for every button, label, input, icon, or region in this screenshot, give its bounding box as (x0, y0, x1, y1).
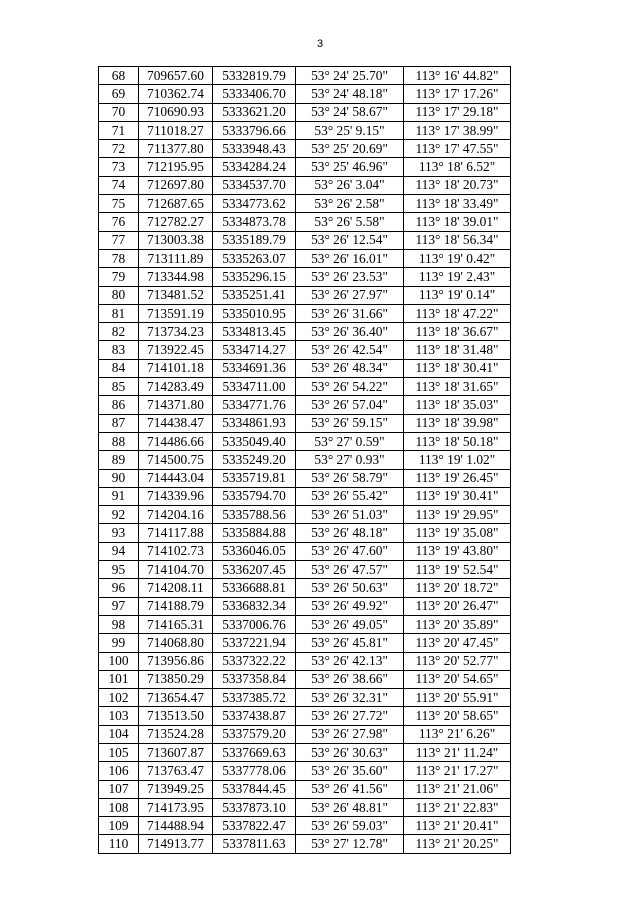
longitude-cell: 113° 20' 18.72" (404, 579, 511, 597)
northing-cell: 5337358.84 (213, 670, 296, 688)
longitude-cell: 113° 18' 39.01" (404, 213, 511, 231)
northing-cell: 5337579.20 (213, 725, 296, 743)
northing-cell: 5332819.79 (213, 67, 296, 85)
easting-cell: 711018.27 (139, 121, 213, 139)
point-number-cell: 88 (99, 432, 139, 450)
point-number-cell: 89 (99, 451, 139, 469)
northing-cell: 5337844.45 (213, 780, 296, 798)
longitude-cell: 113° 20' 58.65" (404, 707, 511, 725)
table-row (99, 780, 511, 798)
northing-cell: 5336046.05 (213, 542, 296, 560)
point-number-cell: 87 (99, 414, 139, 432)
longitude-cell: 113° 20' 54.65" (404, 670, 511, 688)
latitude-cell: 53° 26' 54.22" (296, 378, 404, 396)
point-number-cell: 85 (99, 378, 139, 396)
point-number-cell: 96 (99, 579, 139, 597)
point-number-cell: 100 (99, 652, 139, 670)
longitude-cell: 113° 20' 55.91" (404, 689, 511, 707)
point-number-cell: 78 (99, 249, 139, 267)
northing-cell: 5335719.81 (213, 469, 296, 487)
point-number-cell: 105 (99, 743, 139, 761)
easting-cell: 713481.52 (139, 286, 213, 304)
easting-cell: 713513.50 (139, 707, 213, 725)
table-row (99, 378, 511, 396)
coordinates-table (98, 66, 511, 854)
latitude-cell: 53° 26' 38.66" (296, 670, 404, 688)
easting-cell: 710362.74 (139, 85, 213, 103)
point-number-cell: 75 (99, 195, 139, 213)
easting-cell: 713956.86 (139, 652, 213, 670)
point-number-cell: 72 (99, 140, 139, 158)
easting-cell: 714204.16 (139, 506, 213, 524)
latitude-cell: 53° 26' 49.92" (296, 597, 404, 615)
northing-cell: 5335049.40 (213, 432, 296, 450)
latitude-cell: 53° 25' 9.15" (296, 121, 404, 139)
table-row (99, 634, 511, 652)
longitude-cell: 113° 20' 52.77" (404, 652, 511, 670)
latitude-cell: 53° 26' 35.60" (296, 762, 404, 780)
easting-cell: 714283.49 (139, 378, 213, 396)
table-row (99, 158, 511, 176)
easting-cell: 714188.79 (139, 597, 213, 615)
northing-cell: 5333948.43 (213, 140, 296, 158)
northing-cell: 5334537.70 (213, 176, 296, 194)
point-number-cell: 94 (99, 542, 139, 560)
table-row (99, 268, 511, 286)
point-number-cell: 83 (99, 341, 139, 359)
easting-cell: 714443.04 (139, 469, 213, 487)
latitude-cell: 53° 26' 51.03" (296, 506, 404, 524)
table-row (99, 140, 511, 158)
table-row (99, 542, 511, 560)
latitude-cell: 53° 26' 48.81" (296, 798, 404, 816)
point-number-cell: 102 (99, 689, 139, 707)
point-number-cell: 70 (99, 103, 139, 121)
table-row (99, 231, 511, 249)
table-row (99, 249, 511, 267)
northing-cell: 5335296.15 (213, 268, 296, 286)
northing-cell: 5337873.10 (213, 798, 296, 816)
northing-cell: 5337669.63 (213, 743, 296, 761)
longitude-cell: 113° 19' 52.54" (404, 561, 511, 579)
easting-cell: 714102.73 (139, 542, 213, 560)
northing-cell: 5334861.93 (213, 414, 296, 432)
table-row (99, 451, 511, 469)
latitude-cell: 53° 24' 48.18" (296, 85, 404, 103)
point-number-cell: 90 (99, 469, 139, 487)
easting-cell: 712782.27 (139, 213, 213, 231)
point-number-cell: 99 (99, 634, 139, 652)
table-row (99, 524, 511, 542)
table-row (99, 103, 511, 121)
easting-cell: 710690.93 (139, 103, 213, 121)
northing-cell: 5336832.34 (213, 597, 296, 615)
latitude-cell: 53° 26' 57.04" (296, 396, 404, 414)
table-row (99, 414, 511, 432)
longitude-cell: 113° 18' 33.49" (404, 195, 511, 213)
table-row (99, 798, 511, 816)
longitude-cell: 113° 18' 6.52" (404, 158, 511, 176)
northing-cell: 5334284.24 (213, 158, 296, 176)
longitude-cell: 113° 21' 17.27" (404, 762, 511, 780)
latitude-cell: 53° 26' 59.03" (296, 817, 404, 835)
longitude-cell: 113° 20' 35.89" (404, 615, 511, 633)
northing-cell: 5337221.94 (213, 634, 296, 652)
easting-cell: 714500.75 (139, 451, 213, 469)
point-number-cell: 68 (99, 67, 139, 85)
point-number-cell: 109 (99, 817, 139, 835)
table-row (99, 597, 511, 615)
latitude-cell: 53° 26' 36.40" (296, 323, 404, 341)
latitude-cell: 53° 26' 41.56" (296, 780, 404, 798)
latitude-cell: 53° 26' 47.60" (296, 542, 404, 560)
point-number-cell: 101 (99, 670, 139, 688)
latitude-cell: 53° 26' 45.81" (296, 634, 404, 652)
longitude-cell: 113° 21' 21.06" (404, 780, 511, 798)
point-number-cell: 97 (99, 597, 139, 615)
easting-cell: 712195.95 (139, 158, 213, 176)
northing-cell: 5337006.76 (213, 615, 296, 633)
latitude-cell: 53° 26' 12.54" (296, 231, 404, 249)
latitude-cell: 53° 26' 42.54" (296, 341, 404, 359)
easting-cell: 714104.70 (139, 561, 213, 579)
easting-cell: 713524.28 (139, 725, 213, 743)
latitude-cell: 53° 27' 0.93" (296, 451, 404, 469)
easting-cell: 713003.38 (139, 231, 213, 249)
table-row (99, 561, 511, 579)
easting-cell: 709657.60 (139, 67, 213, 85)
latitude-cell: 53° 26' 48.34" (296, 359, 404, 377)
table-row (99, 615, 511, 633)
longitude-cell: 113° 19' 2.43" (404, 268, 511, 286)
table-row (99, 85, 511, 103)
point-number-cell: 104 (99, 725, 139, 743)
table-row (99, 817, 511, 835)
point-number-cell: 77 (99, 231, 139, 249)
northing-cell: 5335189.79 (213, 231, 296, 249)
point-number-cell: 108 (99, 798, 139, 816)
longitude-cell: 113° 18' 30.41" (404, 359, 511, 377)
table-row (99, 432, 511, 450)
northing-cell: 5336688.81 (213, 579, 296, 597)
northing-cell: 5333796.66 (213, 121, 296, 139)
point-number-cell: 106 (99, 762, 139, 780)
longitude-cell: 113° 17' 47.55" (404, 140, 511, 158)
longitude-cell: 113° 18' 31.48" (404, 341, 511, 359)
longitude-cell: 113° 19' 35.08" (404, 524, 511, 542)
point-number-cell: 76 (99, 213, 139, 231)
point-number-cell: 107 (99, 780, 139, 798)
longitude-cell: 113° 18' 35.03" (404, 396, 511, 414)
table-row (99, 396, 511, 414)
easting-cell: 713591.19 (139, 304, 213, 322)
latitude-cell: 53° 25' 20.69" (296, 140, 404, 158)
northing-cell: 5335794.70 (213, 487, 296, 505)
longitude-cell: 113° 18' 31.65" (404, 378, 511, 396)
latitude-cell: 53° 26' 55.42" (296, 487, 404, 505)
easting-cell: 714486.66 (139, 432, 213, 450)
latitude-cell: 53° 26' 31.66" (296, 304, 404, 322)
table-row (99, 652, 511, 670)
longitude-cell: 113° 21' 22.83" (404, 798, 511, 816)
northing-cell: 5335251.41 (213, 286, 296, 304)
point-number-cell: 69 (99, 85, 139, 103)
latitude-cell: 53° 27' 12.78" (296, 835, 404, 853)
easting-cell: 714438.47 (139, 414, 213, 432)
point-number-cell: 92 (99, 506, 139, 524)
longitude-cell: 113° 19' 43.80" (404, 542, 511, 560)
latitude-cell: 53° 25' 46.96" (296, 158, 404, 176)
table-row (99, 323, 511, 341)
northing-cell: 5335884.88 (213, 524, 296, 542)
longitude-cell: 113° 19' 0.42" (404, 249, 511, 267)
northing-cell: 5335788.56 (213, 506, 296, 524)
longitude-cell: 113° 21' 6.26" (404, 725, 511, 743)
longitude-cell: 113° 18' 56.34" (404, 231, 511, 249)
northing-cell: 5337438.87 (213, 707, 296, 725)
northing-cell: 5334873.78 (213, 213, 296, 231)
longitude-cell: 113° 17' 29.18" (404, 103, 511, 121)
longitude-cell: 113° 21' 20.41" (404, 817, 511, 835)
northing-cell: 5337385.72 (213, 689, 296, 707)
latitude-cell: 53° 24' 58.67" (296, 103, 404, 121)
page-number: 3 (316, 38, 324, 50)
latitude-cell: 53° 26' 49.05" (296, 615, 404, 633)
latitude-cell: 53° 27' 0.59" (296, 432, 404, 450)
table-row (99, 743, 511, 761)
latitude-cell: 53° 26' 48.18" (296, 524, 404, 542)
table-row (99, 341, 511, 359)
point-number-cell: 110 (99, 835, 139, 853)
latitude-cell: 53° 26' 50.63" (296, 579, 404, 597)
easting-cell: 713763.47 (139, 762, 213, 780)
latitude-cell: 53° 26' 16.01" (296, 249, 404, 267)
northing-cell: 5334813.45 (213, 323, 296, 341)
easting-cell: 713607.87 (139, 743, 213, 761)
coordinates-table-body (99, 67, 511, 854)
point-number-cell: 103 (99, 707, 139, 725)
northing-cell: 5337822.47 (213, 817, 296, 835)
easting-cell: 712687.65 (139, 195, 213, 213)
northing-cell: 5337811.63 (213, 835, 296, 853)
latitude-cell: 53° 26' 47.57" (296, 561, 404, 579)
point-number-cell: 80 (99, 286, 139, 304)
easting-cell: 713949.25 (139, 780, 213, 798)
easting-cell: 714165.31 (139, 615, 213, 633)
table-row (99, 121, 511, 139)
northing-cell: 5334773.62 (213, 195, 296, 213)
latitude-cell: 53° 26' 59.15" (296, 414, 404, 432)
point-number-cell: 82 (99, 323, 139, 341)
table-row (99, 359, 511, 377)
longitude-cell: 113° 21' 20.25" (404, 835, 511, 853)
northing-cell: 5334714.27 (213, 341, 296, 359)
longitude-cell: 113° 20' 47.45" (404, 634, 511, 652)
latitude-cell: 53° 26' 27.98" (296, 725, 404, 743)
point-number-cell: 84 (99, 359, 139, 377)
longitude-cell: 113° 18' 39.98" (404, 414, 511, 432)
table-row (99, 195, 511, 213)
northing-cell: 5334711.00 (213, 378, 296, 396)
table-row (99, 304, 511, 322)
northing-cell: 5335010.95 (213, 304, 296, 322)
easting-cell: 714101.18 (139, 359, 213, 377)
northing-cell: 5333406.70 (213, 85, 296, 103)
easting-cell: 714117.88 (139, 524, 213, 542)
latitude-cell: 53° 26' 23.53" (296, 268, 404, 286)
northing-cell: 5336207.45 (213, 561, 296, 579)
easting-cell: 713734.23 (139, 323, 213, 341)
longitude-cell: 113° 19' 30.41" (404, 487, 511, 505)
longitude-cell: 113° 20' 26.47" (404, 597, 511, 615)
table-row (99, 469, 511, 487)
longitude-cell: 113° 19' 1.02" (404, 451, 511, 469)
point-number-cell: 93 (99, 524, 139, 542)
latitude-cell: 53° 26' 3.04" (296, 176, 404, 194)
longitude-cell: 113° 19' 29.95" (404, 506, 511, 524)
easting-cell: 714173.95 (139, 798, 213, 816)
point-number-cell: 73 (99, 158, 139, 176)
northing-cell: 5335263.07 (213, 249, 296, 267)
longitude-cell: 113° 18' 20.73" (404, 176, 511, 194)
table-row (99, 286, 511, 304)
table-row (99, 762, 511, 780)
easting-cell: 714913.77 (139, 835, 213, 853)
latitude-cell: 53° 26' 2.58" (296, 195, 404, 213)
easting-cell: 713344.98 (139, 268, 213, 286)
point-number-cell: 95 (99, 561, 139, 579)
northing-cell: 5333621.20 (213, 103, 296, 121)
point-number-cell: 98 (99, 615, 139, 633)
latitude-cell: 53° 26' 42.13" (296, 652, 404, 670)
northing-cell: 5337322.22 (213, 652, 296, 670)
easting-cell: 711377.80 (139, 140, 213, 158)
latitude-cell: 53° 26' 27.72" (296, 707, 404, 725)
easting-cell: 713654.47 (139, 689, 213, 707)
latitude-cell: 53° 26' 30.63" (296, 743, 404, 761)
point-number-cell: 81 (99, 304, 139, 322)
easting-cell: 712697.80 (139, 176, 213, 194)
easting-cell: 714208.11 (139, 579, 213, 597)
table-row (99, 707, 511, 725)
northing-cell: 5335249.20 (213, 451, 296, 469)
easting-cell: 713111.89 (139, 249, 213, 267)
point-number-cell: 71 (99, 121, 139, 139)
easting-cell: 714339.96 (139, 487, 213, 505)
easting-cell: 713850.29 (139, 670, 213, 688)
longitude-cell: 113° 18' 50.18" (404, 432, 511, 450)
latitude-cell: 53° 26' 58.79" (296, 469, 404, 487)
longitude-cell: 113° 17' 17.26" (404, 85, 511, 103)
table-row (99, 487, 511, 505)
longitude-cell: 113° 21' 11.24" (404, 743, 511, 761)
latitude-cell: 53° 26' 5.58" (296, 213, 404, 231)
easting-cell: 714371.80 (139, 396, 213, 414)
point-number-cell: 79 (99, 268, 139, 286)
table-row (99, 579, 511, 597)
northing-cell: 5334691.36 (213, 359, 296, 377)
northing-cell: 5334771.76 (213, 396, 296, 414)
table-row (99, 67, 511, 85)
point-number-cell: 74 (99, 176, 139, 194)
latitude-cell: 53° 24' 25.70" (296, 67, 404, 85)
point-number-cell: 91 (99, 487, 139, 505)
table-row (99, 670, 511, 688)
easting-cell: 713922.45 (139, 341, 213, 359)
longitude-cell: 113° 19' 0.14" (404, 286, 511, 304)
table-row (99, 213, 511, 231)
table-row (99, 835, 511, 853)
table-row (99, 506, 511, 524)
table-row (99, 725, 511, 743)
longitude-cell: 113° 16' 44.82" (404, 67, 511, 85)
longitude-cell: 113° 17' 38.99" (404, 121, 511, 139)
table-row (99, 176, 511, 194)
easting-cell: 714068.80 (139, 634, 213, 652)
longitude-cell: 113° 18' 47.22" (404, 304, 511, 322)
longitude-cell: 113° 18' 36.67" (404, 323, 511, 341)
point-number-cell: 86 (99, 396, 139, 414)
longitude-cell: 113° 19' 26.45" (404, 469, 511, 487)
latitude-cell: 53° 26' 32.31" (296, 689, 404, 707)
table-row (99, 689, 511, 707)
easting-cell: 714488.94 (139, 817, 213, 835)
northing-cell: 5337778.06 (213, 762, 296, 780)
latitude-cell: 53° 26' 27.97" (296, 286, 404, 304)
